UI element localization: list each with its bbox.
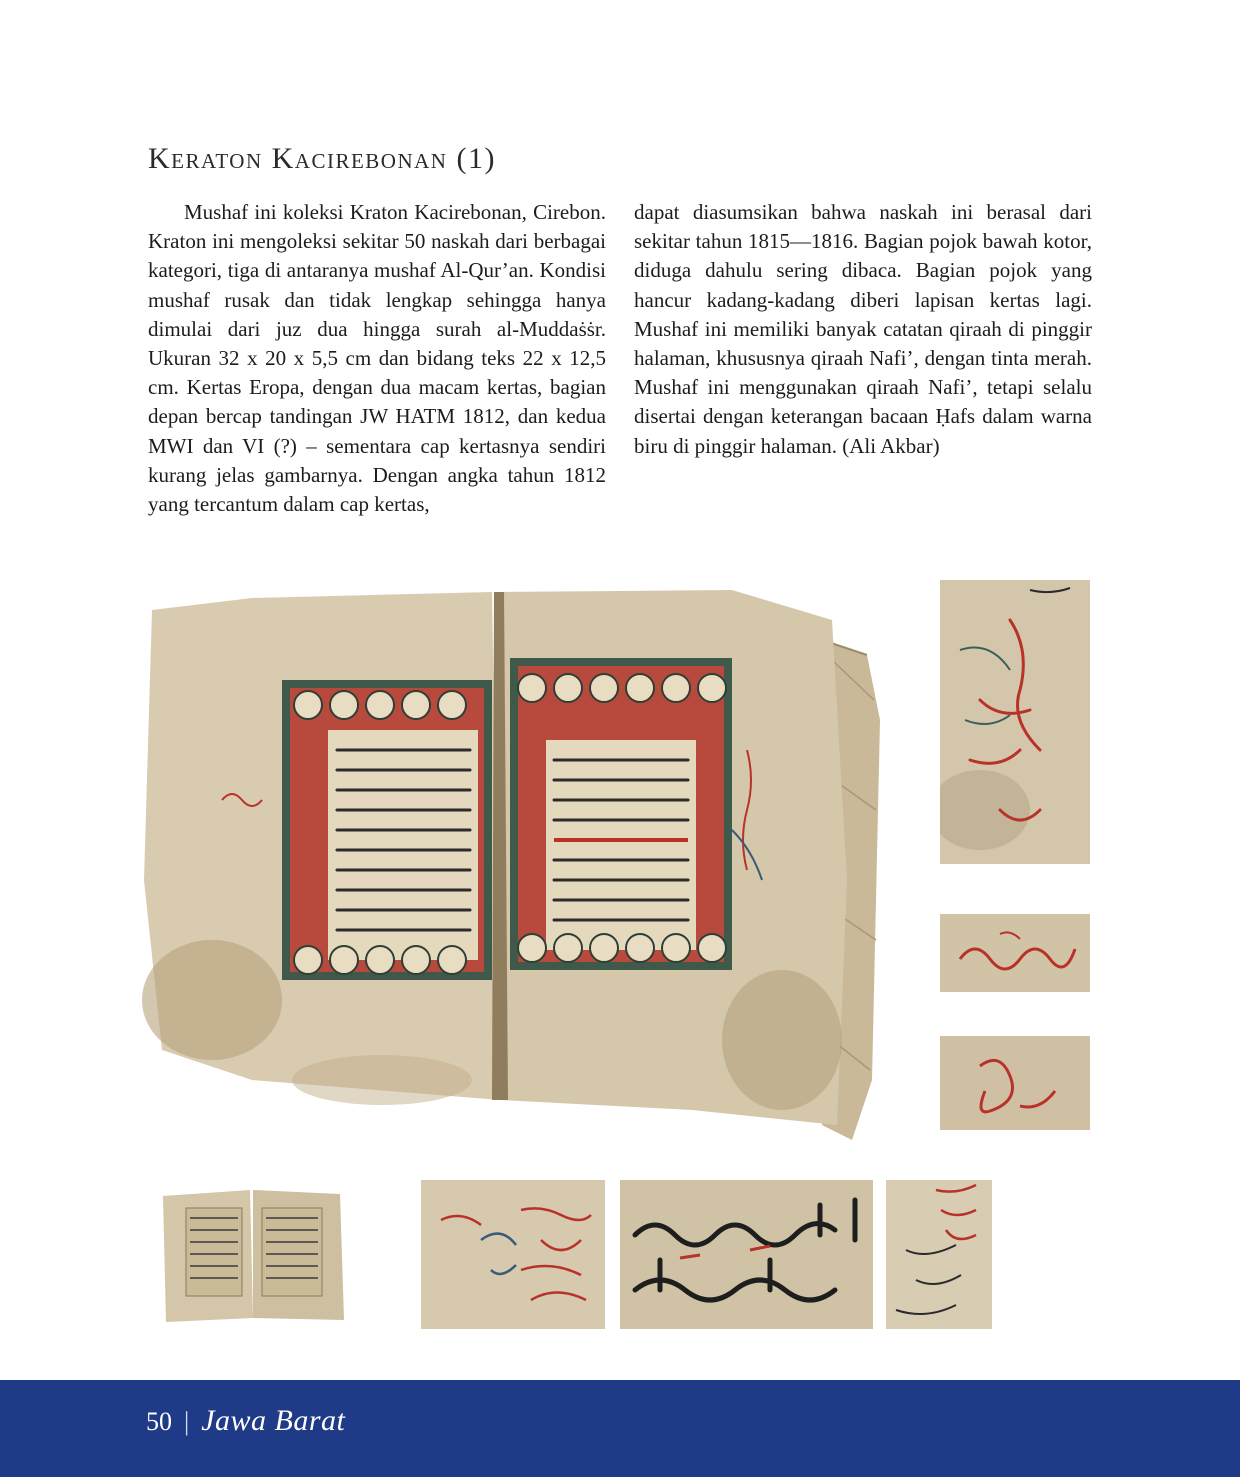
body-text-left-column: Mushaf ini koleksi Kraton Kacirebonan, Cirebon. Kraton ini mengoleksi sekitar 50 naskah dari berbagai kategori, tiga di antaranya mushaf Al-Qur’an. Kondisi mushaf rusak dan tidak lengkap sehingga hanya dimulai dari juz dua hingga surah al-Muddaṡṡr. Ukuran 32 x 20 x 5,5 cm dan bidang teks 22 x 12,5 cm. Kertas Eropa, dengan dua macam kertas, bagian depan bercap tandingan JW HATM 1812, dan kedua MWI dan VI (?) – sementara cap kertasnya sendiri kurang jelas gambarnya. Dengan angka tahun 1812 yang tercantum dalam cap kertas, bbox=[148, 200, 606, 517]
footer bbox=[146, 1404, 345, 1438]
detail-photo-red-inscription bbox=[940, 914, 1090, 992]
detail-photo-margin-annotation bbox=[886, 1180, 992, 1329]
page-number: 50 bbox=[146, 1407, 172, 1436]
thumbnail-manuscript-photo bbox=[158, 1186, 348, 1328]
open-manuscript-photo bbox=[132, 580, 892, 1150]
body-text-right-column: dapat diasumsikan bahwa naskah ini berasal dari sekitar tahun 1815—1816. Bagian pojok bawah kotor, diduga dahulu sering dibaca. Bagian pojok yang hancur kadang-kadang diberi lapisan kertas lagi. Mushaf ini memiliki banyak catatan qiraah di pinggir halaman, khususnya qiraah Nafi’, dengan tinta merah. Mushaf ini menggunakan qiraah Nafi’, tetapi selalu disertai dengan keterangan bacaan Ḥafs dalam warna biru di pinggir halaman. (Ali Akbar) bbox=[634, 200, 1092, 458]
detail-photo-arabic-text bbox=[620, 1180, 873, 1329]
detail-photo-margin-notes bbox=[940, 580, 1090, 864]
footer-separator: | bbox=[184, 1407, 190, 1436]
detail-photo-red-flourish bbox=[940, 1036, 1090, 1130]
detail-photo-red-blue-notes bbox=[421, 1180, 605, 1329]
page-title: Keraton Kacirebonan (1) bbox=[148, 142, 496, 175]
region-name: Jawa Barat bbox=[201, 1404, 346, 1437]
